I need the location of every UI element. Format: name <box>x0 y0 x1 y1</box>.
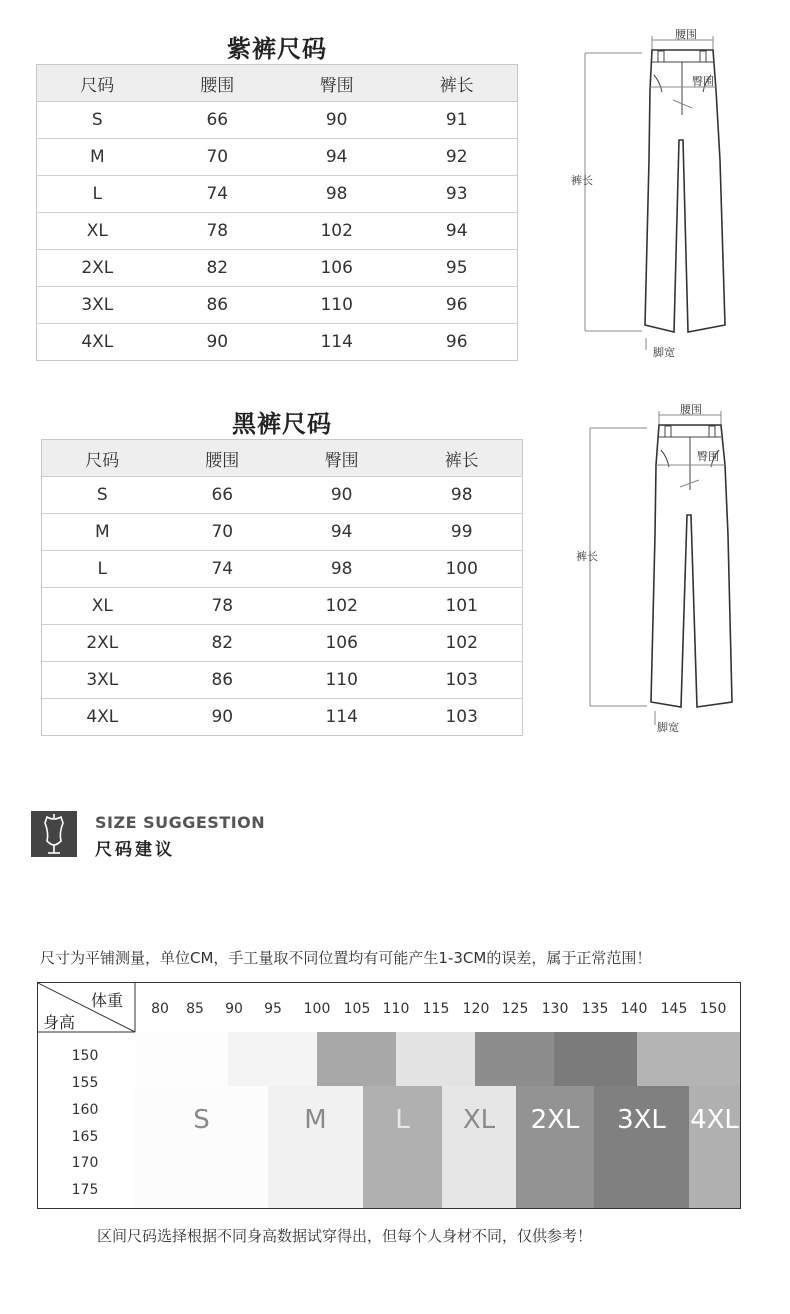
size-zone-label: 2XL <box>530 1105 580 1135</box>
table-cell: 70 <box>163 514 282 551</box>
size-zone <box>228 1032 317 1086</box>
table-row <box>42 477 523 514</box>
table-cell: 3XL <box>37 287 158 324</box>
height-label: 155 <box>71 1075 99 1091</box>
column-header: 腰围 <box>158 65 277 102</box>
length-label: 裤长 <box>571 174 593 187</box>
height-label: 170 <box>71 1155 99 1171</box>
table-cell: 4XL <box>81 332 114 352</box>
column-header: 尺码 <box>42 440 163 477</box>
table-row <box>37 139 518 176</box>
weight-label: 115 <box>422 1001 450 1017</box>
table-cell: 106 <box>282 625 401 662</box>
table-row <box>42 588 523 625</box>
section-title-en: SIZE SUGGESTION <box>95 813 266 832</box>
column-header: 裤长 <box>401 440 522 477</box>
size-zone-label: XL <box>462 1105 496 1135</box>
size-zone-label: 4XL <box>690 1105 739 1135</box>
table-cell: 98 <box>282 551 401 588</box>
weight-label: 135 <box>581 1001 609 1017</box>
weight-label: 125 <box>501 1001 529 1017</box>
weight-label: 95 <box>264 1001 282 1017</box>
size-zone-label: L <box>395 1105 410 1135</box>
height-label: 165 <box>71 1129 99 1145</box>
size-zone <box>317 1032 396 1086</box>
table-cell: 114 <box>325 707 358 727</box>
size-zone-label: S <box>193 1105 210 1135</box>
table-row <box>37 176 518 213</box>
table-cell: 90 <box>282 477 401 514</box>
table-cell: XL <box>37 213 158 250</box>
table-header-row <box>42 440 523 477</box>
weight-label: 90 <box>225 1001 243 1017</box>
table-row <box>42 551 523 588</box>
weight-label: 105 <box>343 1001 371 1017</box>
waist-label: 腰围 <box>680 403 702 416</box>
pants-diagram-purple <box>570 20 750 365</box>
table-row <box>42 625 523 662</box>
table-cell: M <box>37 139 158 176</box>
table-cell: 110 <box>277 287 396 324</box>
table-cell: 102 <box>401 625 522 662</box>
column-header: 腰围 <box>163 440 282 477</box>
table-cell: 106 <box>277 250 396 287</box>
table-cell: 74 <box>158 176 277 213</box>
table-cell: 92 <box>396 139 517 176</box>
size-zone <box>475 1032 554 1086</box>
table-row <box>42 699 523 736</box>
table-cell: S <box>42 477 163 514</box>
weight-label: 145 <box>660 1001 688 1017</box>
table-cell: 110 <box>282 662 401 699</box>
height-label: 175 <box>71 1182 99 1198</box>
hip-label: 臀围 <box>697 450 719 463</box>
table-cell: 78 <box>158 213 277 250</box>
table-cell: 2XL <box>37 250 158 287</box>
corner-height-label: 身高 <box>43 1013 76 1032</box>
table-cell: 82 <box>158 250 277 287</box>
pants-diagram-black <box>575 395 755 740</box>
table-cell: 3XL <box>42 662 163 699</box>
table-cell: 78 <box>163 588 282 625</box>
table-cell: 98 <box>401 477 522 514</box>
mannequin-icon <box>31 811 77 857</box>
waist-label: 腰围 <box>675 28 697 41</box>
column-header: 臀围 <box>282 440 401 477</box>
hip-label: 臀围 <box>692 75 714 88</box>
weight-label: 85 <box>186 1001 204 1017</box>
table-cell: 70 <box>158 139 277 176</box>
table-cell: 101 <box>401 588 522 625</box>
table-cell: 114 <box>320 332 353 352</box>
table-cell: 99 <box>401 514 522 551</box>
table-cell: 95 <box>396 250 517 287</box>
table-cell: 96 <box>445 332 468 352</box>
table-cell: 82 <box>163 625 282 662</box>
table-cell: 94 <box>396 213 517 250</box>
table-cell: 102 <box>277 213 396 250</box>
table-cell: XL <box>42 588 163 625</box>
table-cell: 86 <box>158 287 277 324</box>
table-cell: 96 <box>396 287 517 324</box>
length-label: 裤长 <box>576 550 598 563</box>
table-row <box>42 662 523 699</box>
hem-label: 脚宽 <box>653 346 675 359</box>
table-cell: 90 <box>206 332 229 352</box>
table-cell: 66 <box>158 102 277 139</box>
weight-label: 100 <box>303 1001 331 1017</box>
table-cell: S <box>37 102 158 139</box>
table-row <box>37 324 518 361</box>
table-cell: 2XL <box>42 625 163 662</box>
column-header: 尺码 <box>37 65 158 102</box>
table-cell: L <box>42 551 163 588</box>
black-table-title: 黑裤尺码 <box>232 410 332 438</box>
column-header: 臀围 <box>277 65 396 102</box>
table-row <box>37 102 518 139</box>
weight-label: 110 <box>382 1001 410 1017</box>
table-cell: 91 <box>396 102 517 139</box>
table-cell: 98 <box>277 176 396 213</box>
table-cell: 90 <box>277 102 396 139</box>
table-cell: 94 <box>277 139 396 176</box>
table-cell: 103 <box>401 662 522 699</box>
weight-label: 130 <box>541 1001 569 1017</box>
measurement-note: 尺寸为平铺测量，单位CM，手工量取不同位置均有可能产生1-3CM的误差，属于正常范围！ <box>40 949 652 967</box>
table-cell: L <box>37 176 158 213</box>
black-size-table <box>41 439 523 736</box>
table-row <box>37 213 518 250</box>
table-row <box>37 287 518 324</box>
purple-size-table <box>36 64 518 361</box>
table-cell: 74 <box>163 551 282 588</box>
table-cell: 4XL <box>86 707 119 727</box>
weight-label: 120 <box>462 1001 490 1017</box>
size-zone <box>135 1032 228 1086</box>
table-row <box>37 250 518 287</box>
reference-note: 区间尺码选择根据不同身高数据试穿得出，但每个人身材不同，仅供参考！ <box>97 1227 593 1245</box>
weight-label: 150 <box>699 1001 727 1017</box>
section-title-zh: 尺码建议 <box>95 840 175 860</box>
table-row <box>42 514 523 551</box>
table-cell: 66 <box>163 477 282 514</box>
size-zone <box>554 1032 637 1086</box>
purple-table-title: 紫裤尺码 <box>227 35 327 63</box>
size-zone-label: M <box>304 1105 327 1135</box>
table-cell: 90 <box>211 707 234 727</box>
table-cell: 103 <box>445 707 478 727</box>
column-header: 裤长 <box>396 65 517 102</box>
size-zone <box>637 1032 740 1086</box>
size-zone-label: 3XL <box>617 1105 666 1135</box>
table-header-row <box>37 65 518 102</box>
height-label: 150 <box>71 1048 99 1064</box>
table-cell: 94 <box>282 514 401 551</box>
weight-label: 80 <box>151 1001 169 1017</box>
table-cell: 100 <box>401 551 522 588</box>
hem-label: 脚宽 <box>657 721 679 734</box>
table-cell: 102 <box>282 588 401 625</box>
table-cell: M <box>42 514 163 551</box>
size-zone <box>396 1032 475 1086</box>
weight-label: 140 <box>620 1001 648 1017</box>
corner-weight-label: 体重 <box>91 991 124 1010</box>
height-label: 160 <box>71 1102 99 1118</box>
table-cell: 86 <box>163 662 282 699</box>
table-cell: 93 <box>396 176 517 213</box>
